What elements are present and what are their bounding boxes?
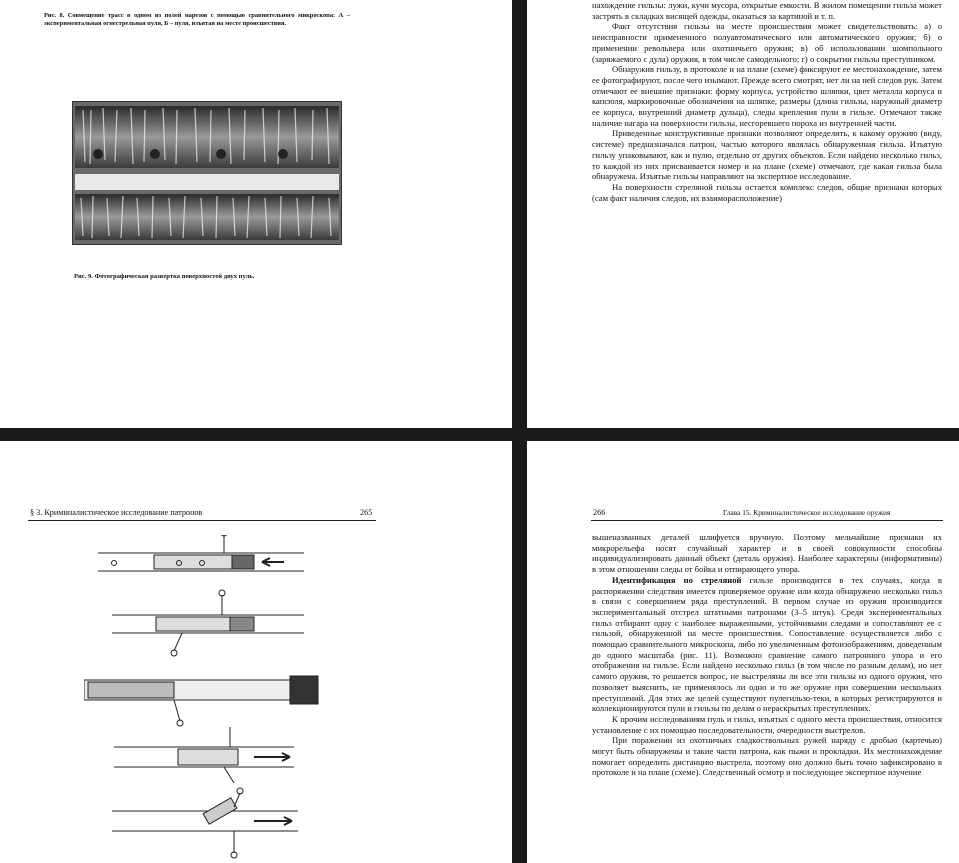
paragraph (592, 575, 942, 714)
figure-8-caption: Рис. 8. Совмещение трасс в одном из полей нарезов с помощью сравнительного микроскопа: А – экспериментальная огнестрельная пуля, Б – пуля, изъятая на месте происшествия. (44, 12, 350, 27)
page-bottom-left (0, 441, 512, 863)
running-header-title: Глава 15. Криминалистическое исследование оружия (723, 508, 891, 517)
page-top-right (527, 0, 959, 428)
page-number: 265 (360, 508, 373, 517)
header-rule (591, 520, 943, 521)
chamber-diagram-2 (112, 590, 304, 656)
body-text (592, 532, 942, 778)
figure-9-caption: Рис. 9. Фотографическая развертка поверхностей двух пуль. (74, 273, 255, 280)
paragraph: На поверхности стреляной гильзы остается комплекс следов, общие признаки которых (сам факт наличия следов, их взаиморасположение) (592, 181, 942, 203)
chamber-diagram-5 (112, 788, 298, 858)
page-bottom-right (527, 441, 959, 863)
paragraph: Обнаружив гильзу, в протоколе и на плане (схеме) фиксируют ее местонахождение, затем ее фотографируют, после чего изымают. Прежде всего смотрят, нет ли на ней следов рук. Затем отмечают ее внешние признаки: форму корпуса, устройство шляпки, цвет металла корпуса и капсюля, маркировочные обозначения на шляпке, размеры (длина гильзы, наружный диаметр ее корпуса, внутренний диаметр дульца), следы крепления пули в гильзе. Отмечают также наличие нагара на поверхности гильзы, несгоревшего пороха из внутренней части. (592, 64, 942, 128)
paragraph: К прочим исследованиям пуль и гильз, изъятых с одного места происшествия, относится установление с их помощью последовательности, очередности выстрелов. (592, 713, 942, 735)
bullet-striations-photo (72, 101, 342, 245)
chamber-diagram-1 (98, 535, 304, 571)
paragraph: нахождение гильзы: лужи, кучи мусора, открытые емкости. В жилом помещении гильза может застрять в складках висящей одежды, оказаться за картиной и т. п. (592, 0, 942, 21)
page-top-left (0, 0, 512, 428)
bold-term: Идентификация по стреляной (612, 574, 742, 585)
header-rule (28, 520, 376, 521)
paragraph: вышеназванных деталей шлифуется вручную. Поэтому мельчайшие признаки их микрорельефа носят случайный характер и в своей совокупности способны индивидуализировать данный объект (деталь оружия). Наиболее характерны (информативны) в этом отношении следы от бойка и отпирающего упора. (592, 532, 942, 575)
paragraph-rest: гильзе производится в тех случаях, когда в распоряжении следствия имеется проверяемое оружие или когда обнаружено несколько гильз в связи с совершением ряда преступлений. В первом случае из оружия производится экспериментальный отстрел штатными патронами (3–5 штук). Среди экспериментальных гильз отбирают одну с наиболее выраженными, устойчивыми следами и сопоставляют ее с гильзой, обнаруженной на месте происшествия. Сопоставление осуществляется либо с помощью сравнительного микроскопа, либо по увеличенным фотоизображениям, доведенным до одного масштаба (рис. 11). Возможно сравнение самого патронного упора и его отображения на гильзе. Если найдено несколько гильз (в том числе по разным делам), но нет самого оружия, то решается вопрос, не выстреляны ли все эти гильзы из одного оружия, что позволяет выяснить, не применялось ли одно и то же оружие при совершении нескольких преступлений. Для этих же целей существуют пулегильзо-теки, в которых регистрируются и коллекционируются пули и гильзы по делам о нераскрытых преступлениях. (592, 574, 942, 714)
page-number: 266 (593, 508, 606, 517)
paragraph: Факт отсутствия гильзы на месте происшествия может свидетельствовать: а) о неисправности примененного полуавтоматического или автоматического оружия; б) о применении револьвера или охотничьего оружия; в) об использовании шомпольного (заряжаемого с дула) оружия, в том числе самодельного; г) о сокрытии гильзы преступником. (592, 21, 942, 64)
chamber-diagram-3 (84, 676, 318, 726)
running-header-title: § 3. Криминалистическое исследование патронов (30, 508, 203, 517)
paragraph: При поражении из охотничьих гладкоствольных ружей наряду с дробью (картечью) могут быть обнаружены и такие части патрона, как пыжи и прокладки. Их местонахождение помогает определить дистанцию выстрела, поэтому оно должно быть точно зафиксировано в протоколе и на плане (схеме). Следственный осмотр и последующее экспертное изучение (592, 735, 942, 778)
cartridge-diagram (84, 535, 324, 861)
chamber-diagram-4 (114, 727, 294, 783)
body-text (592, 0, 942, 203)
paragraph: Приведенные конструктивные признаки позволяют определить, к какому оружию (виду, системе) предназначался патрон, частью которого являлась обнаруженная гильза. Изъятую гильзу упаковывают, как и пулю, отдельно от других объектов. Если найдено несколько гильз, то каждой из них присваивается номер и на плане (схеме) отмечают, где какая гильза была обнаружена. Изъятые гильзы направляют на экспертное исследование. (592, 128, 942, 182)
